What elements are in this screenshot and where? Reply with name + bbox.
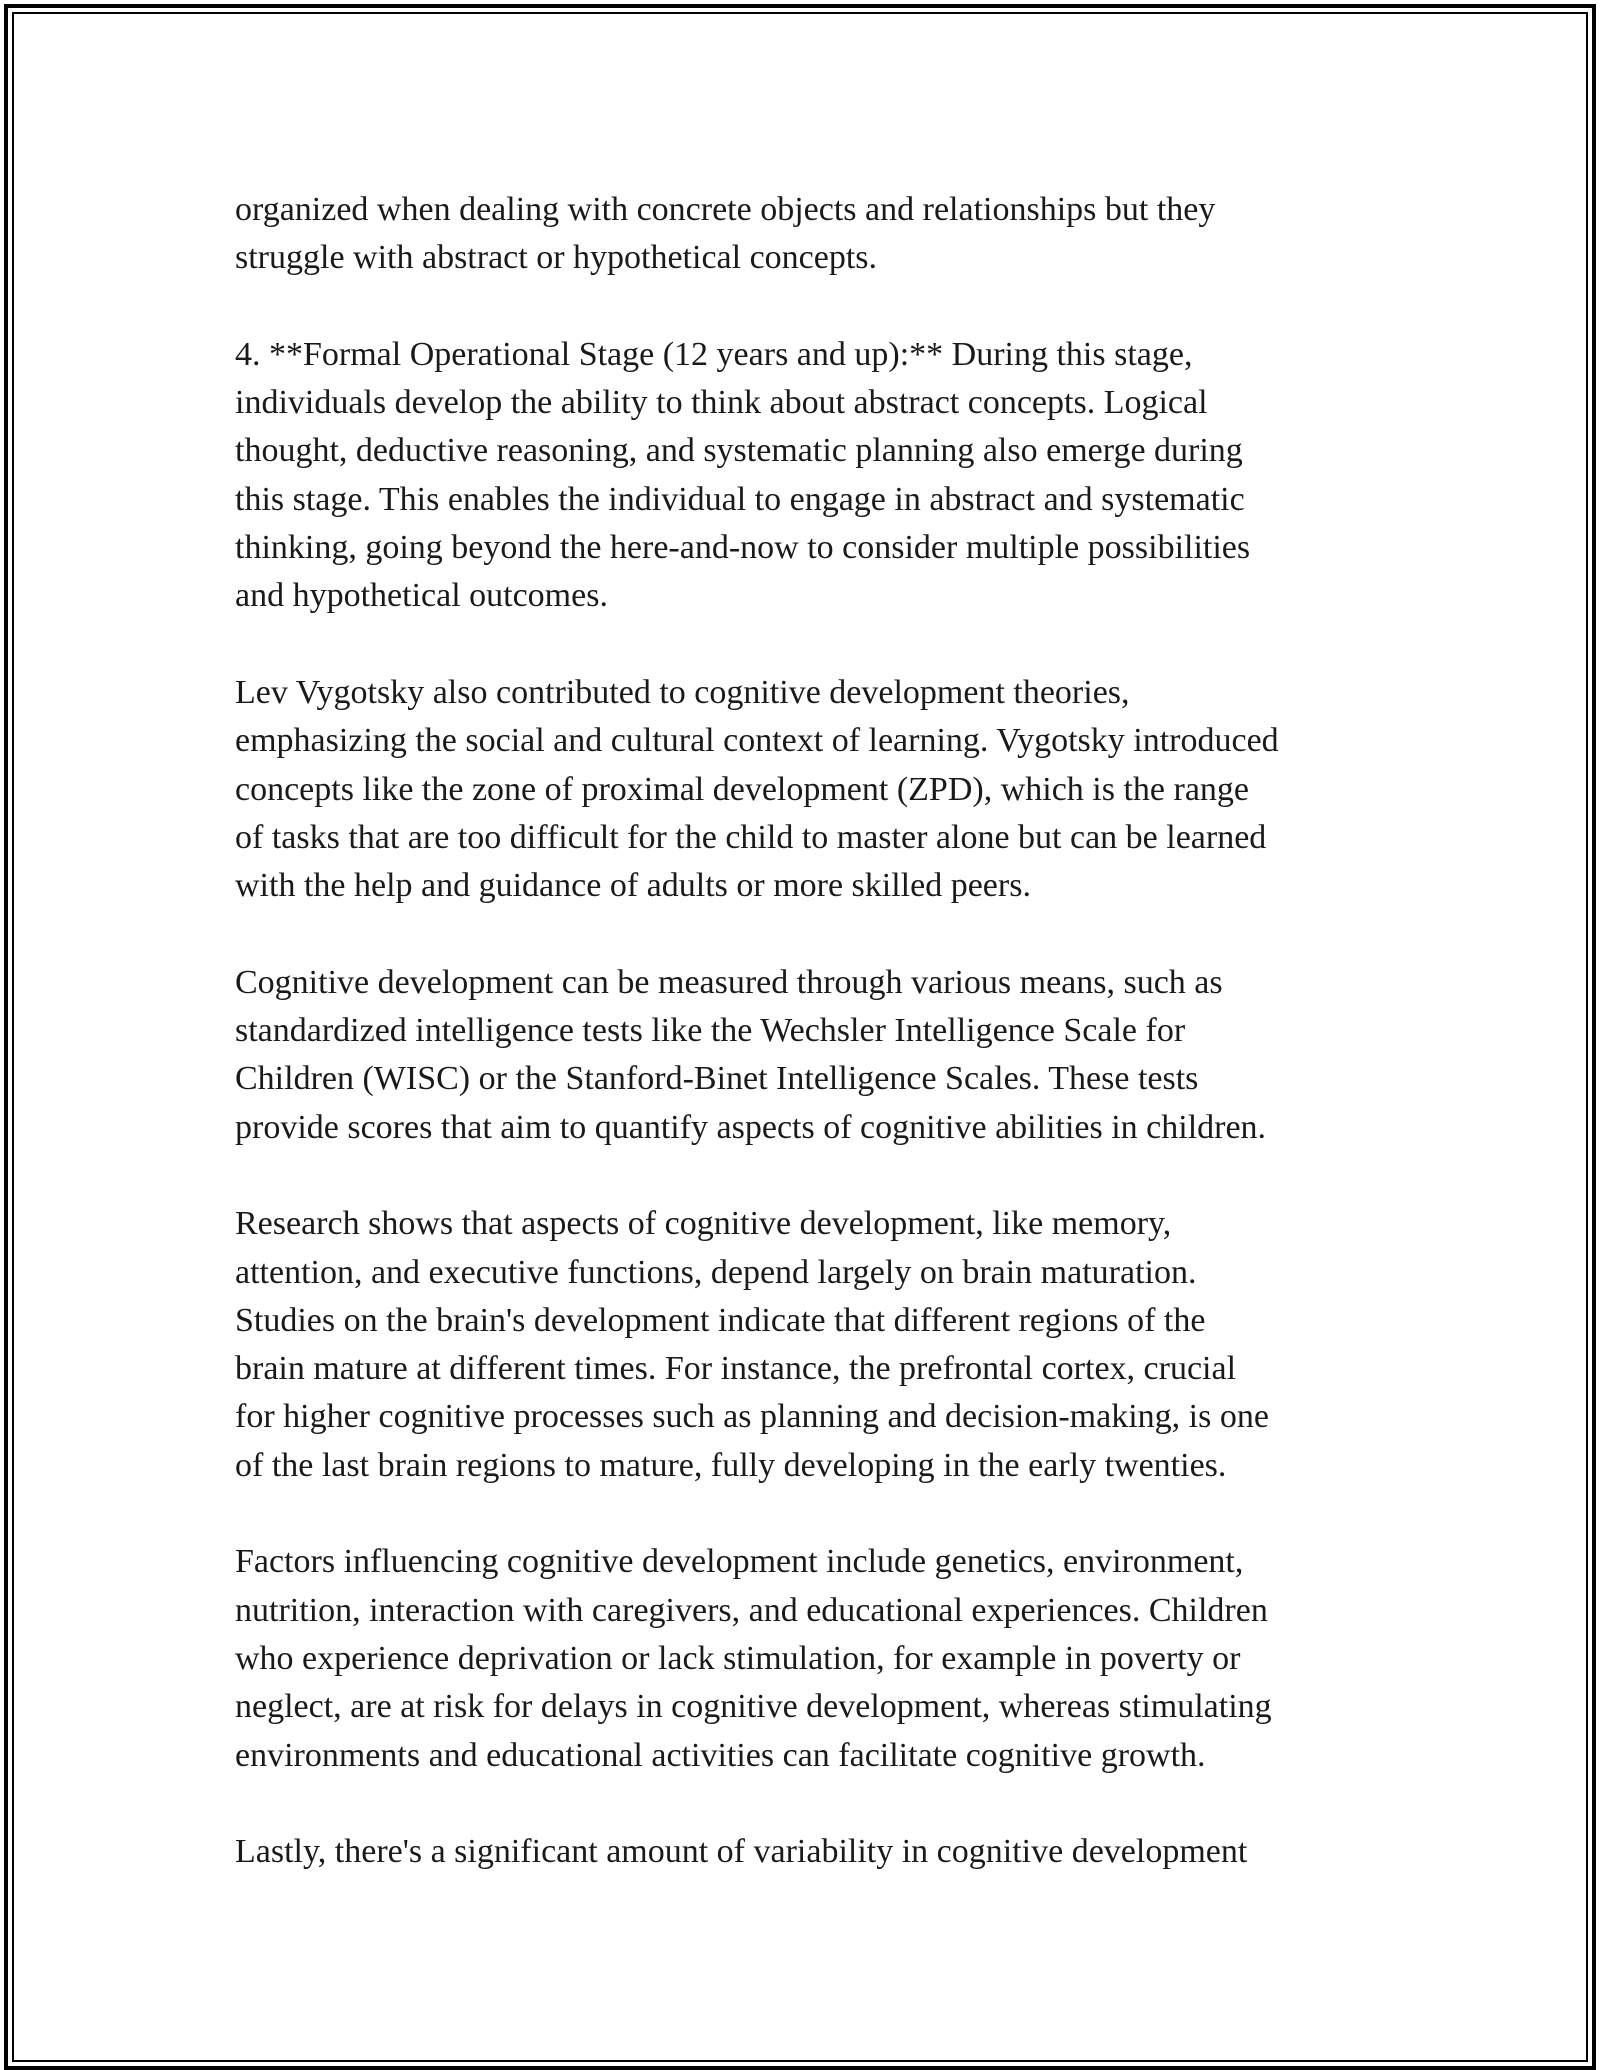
text-line: and hypothetical outcomes. (235, 577, 608, 615)
text-line: standardized intelligence tests like the Wechsler Intelligence Scale for (235, 1012, 1186, 1050)
text-line: thought, deductive reasoning, and systematic planning also emerge during (235, 432, 1243, 470)
text-line: organized when dealing with concrete objects and relationships but they (235, 191, 1216, 228)
text-line: attention, and executive functions, depend largely on brain maturation. (235, 1253, 1197, 1291)
text-line: Studies on the brain's development indicate that different regions of the (235, 1301, 1206, 1339)
text-line: this stage. This enables the individual to engage in abstract and systematic (235, 480, 1245, 518)
text-line: Lev Vygotsky also contributed to cognitive development theories, (235, 673, 1130, 711)
text-line: neglect, are at risk for delays in cognitive development, whereas stimulating (235, 1688, 1272, 1726)
paragraph-measurement (235, 959, 1385, 1152)
text-line: with the help and guidance of adults or more skilled peers. (235, 867, 1031, 905)
paragraph-variability (235, 1828, 1385, 1876)
text-line: struggle with abstract or hypothetical concepts. (235, 239, 878, 277)
text-line: of the last brain regions to mature, fully developing in the early twenties. (235, 1446, 1227, 1484)
text-line: concepts like the zone of proximal development (ZPD), which is the range (235, 770, 1250, 808)
text-line: for higher cognitive processes such as planning and decision-making, is one (235, 1398, 1269, 1436)
text-line: Lastly, there's a significant amount of variability in cognitive development (235, 1833, 1248, 1871)
paragraph-vygotsky (235, 669, 1385, 910)
text-line: who experience deprivation or lack stimulation, for example in poverty or (235, 1639, 1241, 1677)
text-line: Factors influencing cognitive development include genetics, environment, (235, 1543, 1244, 1581)
text-line: emphasizing the social and cultural context of learning. Vygotsky introduced (235, 722, 1279, 760)
text-line: individuals develop the ability to think about abstract concepts. Logical (235, 384, 1208, 422)
text-line: provide scores that aim to quantify aspects of cognitive abilities in children. (235, 1108, 1267, 1146)
text-line: environments and educational activities can facilitate cognitive growth. (235, 1736, 1206, 1774)
text-line: of tasks that are too difficult for the child to master alone but can be learned (235, 818, 1267, 856)
paragraph-brain-maturation (235, 1200, 1385, 1490)
document-body (235, 186, 1385, 1925)
paragraph-concrete-operational-continued (235, 186, 1385, 283)
text-line: 4. **Formal Operational Stage (12 years and up):** During this stage, (235, 335, 1193, 373)
paragraph-formal-operational-stage (235, 331, 1385, 621)
text-line: nutrition, interaction with caregivers, and educational experiences. Children (235, 1591, 1268, 1629)
text-line: thinking, going beyond the here-and-now to consider multiple possibilities (235, 529, 1251, 567)
text-line: Research shows that aspects of cognitive development, like memory, (235, 1205, 1172, 1243)
text-line: Children (WISC) or the Stanford-Binet Intelligence Scales. These tests (235, 1060, 1199, 1098)
text-line: Cognitive development can be measured through various means, such as (235, 963, 1223, 1001)
paragraph-influencing-factors (235, 1538, 1385, 1779)
text-line: brain mature at different times. For instance, the prefrontal cortex, crucial (235, 1350, 1237, 1388)
